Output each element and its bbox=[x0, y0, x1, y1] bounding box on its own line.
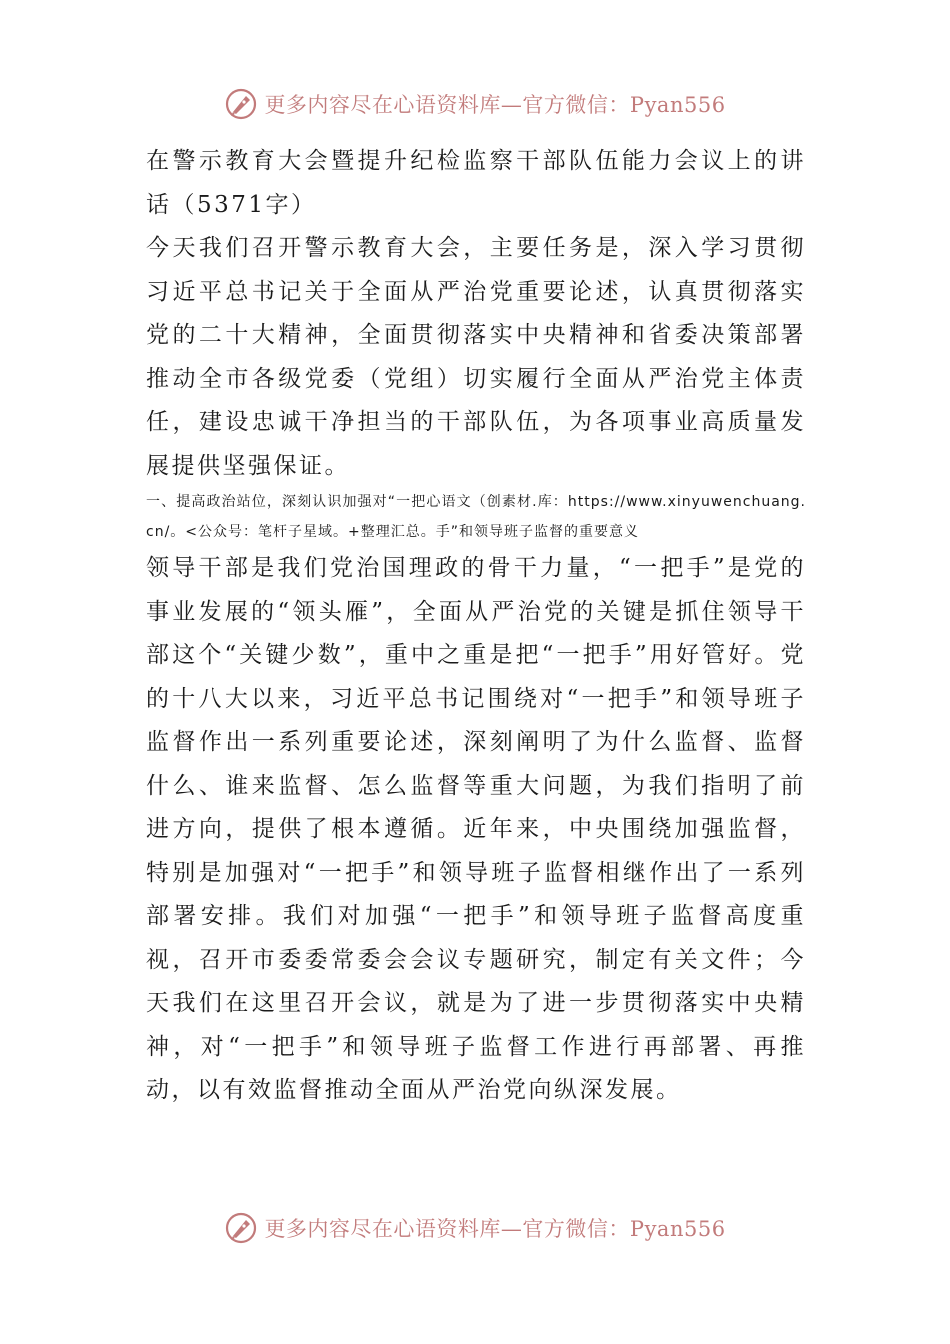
header-banner-text: 更多内容尽在心语资料库—官方微信：Pyan556 bbox=[264, 93, 726, 117]
header-banner bbox=[0, 84, 950, 124]
footer-banner bbox=[0, 1208, 950, 1248]
intro-paragraph: 今天我们召开警示教育大会，主要任务是，深入学习贯彻习近平总书记关于全面从严治党重要论述，认真贯彻落实党的二十大精神，全面贯彻落实中央精神和省委决策部署推动全市各级党委（党组）切实履行全面从严治党主体责任，建设忠诚干净担当的干部队伍，为各项事业高质量发展提供坚强保证。 bbox=[146, 235, 806, 479]
pen-nib-icon bbox=[224, 87, 258, 121]
section-heading-1: 一、提高政治站位，深刻认识加强对“一把心语文（创素材.库：https://www.xinyuwenchuang.cn/。<公众号：笔杆子星域。+整理汇总。手”和领导班子监督的重要意义 bbox=[146, 494, 806, 540]
document-title: 在警示教育大会暨提升纪检监察干部队伍能力会议上的讲话（5371字） bbox=[146, 148, 806, 218]
document-body bbox=[146, 140, 806, 1113]
pen-nib-icon bbox=[224, 1211, 258, 1245]
footer-banner-text: 更多内容尽在心语资料库—官方微信：Pyan556 bbox=[264, 1217, 726, 1241]
section-1-paragraph: 领导干部是我们党治国理政的骨干力量，“一把手”是党的事业发展的“领头雁”，全面从严治党的关键是抓住领导干部这个“关键少数”，重中之重是把“一把手”用好管好。党的十八大以来，习近平总书记围绕对“一把手”和领导班子监督作出一系列重要论述，深刻阐明了为什么监督、监督什么、谁来监督、怎么监督等重大问题，为我们指明了前进方向，提供了根本遵循。近年来，中央围绕加强监督，特别是加强对“一把手”和领导班子监督相继作出了一系列部署安排。我们对加强“一把手”和领导班子监督高度重视，召开市委委常委会会议专题研究，制定有关文件；今天我们在这里召开会议，就是为了进一步贯彻落实中央精神，对“一把手”和领导班子监督工作进行再部署、再推动，以有效监督推动全面从严治党向纵深发展。 bbox=[146, 555, 806, 1103]
